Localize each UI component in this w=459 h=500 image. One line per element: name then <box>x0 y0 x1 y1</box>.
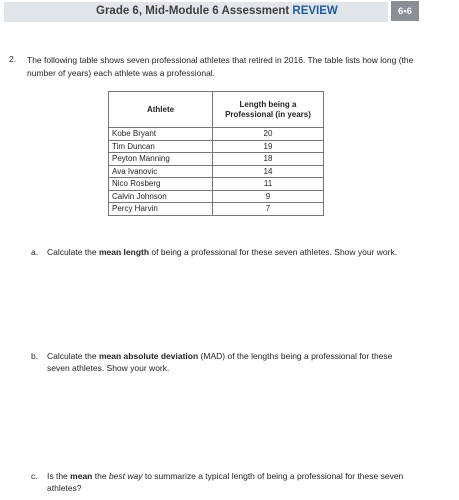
table-row <box>109 203 324 216</box>
table-row <box>109 128 324 141</box>
table-row <box>109 178 324 191</box>
athlete-name: Kobe Bryant <box>109 128 213 141</box>
part-a-text <box>47 246 407 258</box>
athlete-years: 14 <box>213 165 324 178</box>
part-a-pre: Calculate the <box>47 247 99 257</box>
part-b-pre: Calculate the <box>47 351 99 361</box>
athlete-name: Tim Duncan <box>109 140 213 153</box>
part-c-bold: mean <box>70 471 93 481</box>
part-c-mid: the <box>92 471 109 481</box>
part-c-text <box>47 470 407 494</box>
table-row <box>109 165 324 178</box>
part-c-label: c. <box>31 471 38 481</box>
part-c-post: to summarize a typical length of being a professional for these seven athletes? <box>47 471 404 493</box>
page-header <box>0 0 459 26</box>
part-a-post: of being a professional for these seven athletes. Show your work. <box>149 247 398 257</box>
athlete-years: 9 <box>213 190 324 203</box>
athlete-years: 20 <box>213 128 324 141</box>
athlete-years: 7 <box>213 203 324 216</box>
athlete-name: Peyton Manning <box>109 153 213 166</box>
title-main: Grade 6, Mid-Module 6 Assessment <box>96 5 293 17</box>
athlete-name: Nico Rosberg <box>109 178 213 191</box>
athlete-name: Percy Harvin <box>109 203 213 216</box>
table-row <box>109 140 324 153</box>
athletes-table <box>108 91 324 216</box>
table-header-row <box>109 92 324 128</box>
table-row <box>109 190 324 203</box>
athlete-name: Ava Ivanovic <box>109 165 213 178</box>
athlete-years: 19 <box>213 140 324 153</box>
athlete-years: 18 <box>213 153 324 166</box>
page-title <box>96 5 338 17</box>
athlete-years: 11 <box>213 178 324 191</box>
part-a-bold: mean length <box>98 247 150 257</box>
question-number: 2. <box>9 54 17 64</box>
question-text: The following table shows seven professional athletes that retired in 2016. The table lists how long (the number of years) each athlete was a professional. <box>27 55 414 78</box>
part-c-italic: best way <box>108 471 143 481</box>
part-c-pre: Is the <box>47 471 71 481</box>
part-b-post: (MAD) of the lengths being a professional for these seven athletes. Show your work. <box>47 351 393 373</box>
table-row <box>109 153 324 166</box>
module-badge: 6•6 <box>391 1 419 21</box>
title-accent: REVIEW <box>292 5 338 17</box>
part-b-text <box>47 350 407 374</box>
part-a-label: a. <box>31 247 39 257</box>
column-header-athlete: Athlete <box>109 92 213 128</box>
part-b-label: b. <box>31 351 39 361</box>
part-b-bold: mean absolute deviation <box>98 351 199 361</box>
column-header-length: Length being a Professional (in years) <box>213 92 324 128</box>
athlete-name: Calvin Johnson <box>109 190 213 203</box>
